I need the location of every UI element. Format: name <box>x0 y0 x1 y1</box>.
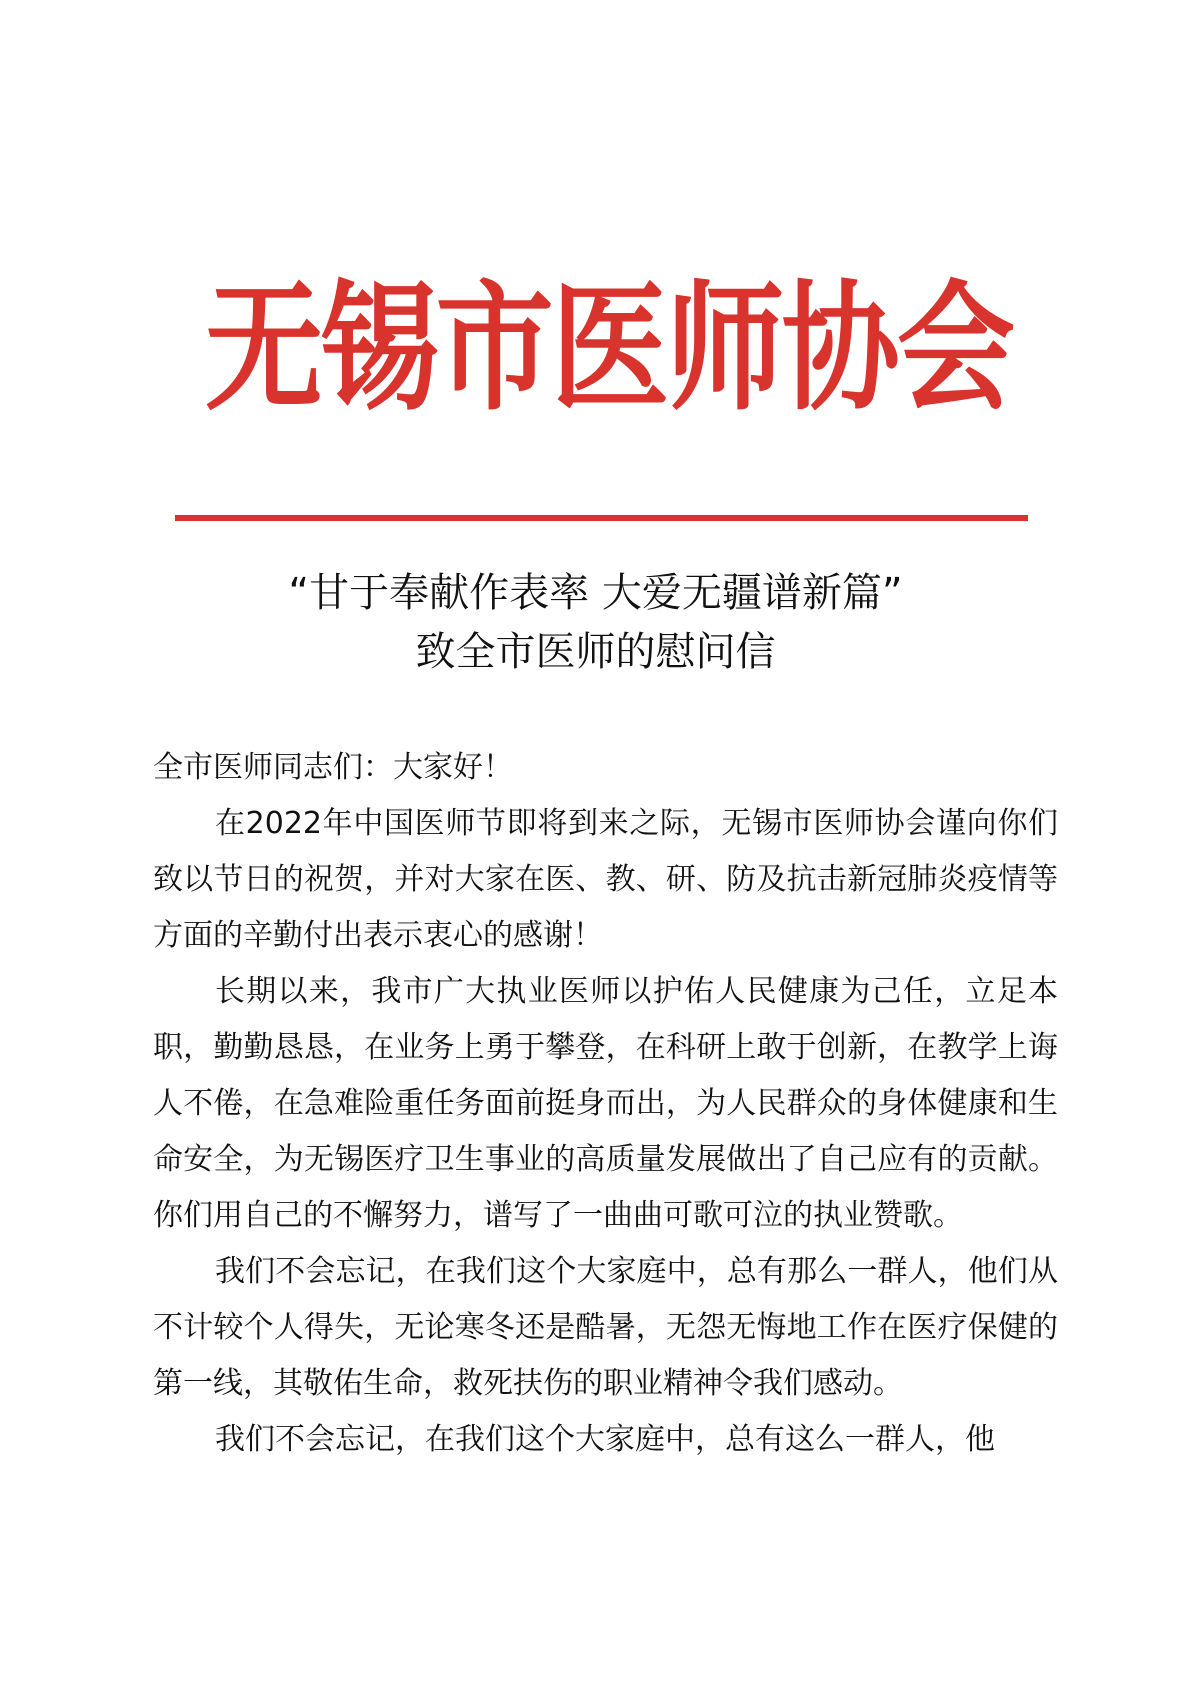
paragraph: 我们不会忘记，在我们这个大家庭中，总有那么一群人，他们从不计较个人得失，无论寒冬还是酷暑，无怨无悔地工作在医疗保健的第一线，其敬佑生命，救死扶伤的职业精神令我们感动。 <box>153 1254 1058 1401</box>
document-title: “甘于奉献作表率 大爱无疆谱新篇” <box>288 570 903 616</box>
letterhead-char: 师 <box>666 265 785 430</box>
red-divider <box>175 515 1028 521</box>
paragraph: 我们不会忘记，在我们这个大家庭中，总有这么一群人，他 <box>215 1422 995 1457</box>
letterhead-char: 协 <box>781 265 900 430</box>
salutation: 全市医师同志们：大家好！ <box>153 750 513 785</box>
paragraph: 长期以来，我市广大执业医师以护佑人民健康为己任，立足本职，勤勤恳恳，在业务上勇于攀登，在科研上敢于创新，在教学上诲人不倦，在急难险重任务面前挺身而出，为人民群众的身体健康和生命安全，为无锡医疗卫生事业的高质量发展做出了自己应有的贡献。你们用自己的不懈努力，谱写了一曲曲可歌可泣的执业赞歌。 <box>153 974 1058 1233</box>
letterhead-char: 无 <box>205 265 324 430</box>
letterhead-logo <box>205 265 1015 430</box>
letterhead-char: 锡 <box>320 265 439 430</box>
letterhead-char: 市 <box>435 265 554 430</box>
paragraph: 在2022年中国医师节即将到来之际，无锡市医师协会谨向你们致以节日的祝贺，并对大家在医、教、研、防及抗击新冠肺炎疫情等方面的辛勤付出表示衷心的感谢！ <box>153 806 1058 953</box>
document-subtitle: 致全市医师的慰问信 <box>415 629 776 675</box>
letterhead-char: 医 <box>550 265 669 430</box>
letter-body <box>153 740 1058 1468</box>
letterhead-char: 会 <box>896 265 1015 430</box>
